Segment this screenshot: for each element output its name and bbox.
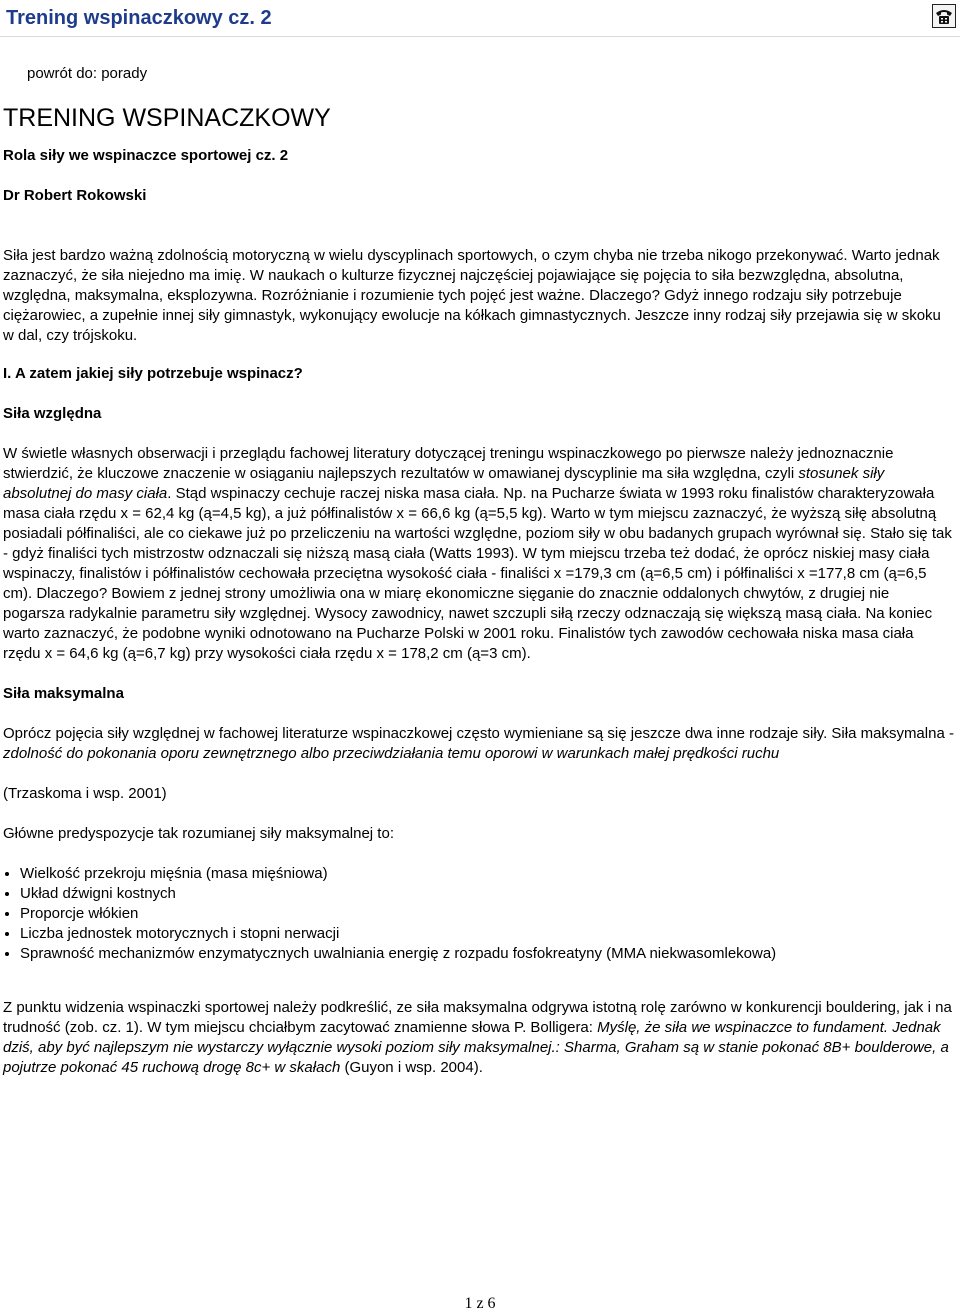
title-bar [0,0,960,37]
page-number: 1 z 6 [464,1295,496,1312]
back-link-line [27,64,955,84]
relative-text-italic: stosunek siły absolutnej do masy ciała [3,465,885,502]
list-intro: Główne predyspozycje tak rozumianej siły maksymalnej to: [3,825,394,842]
section-heading-relative: Siła względna [3,405,102,422]
max-text-italic: zdolność do pokonania oporu zewnętrznego albo przeciwdziałania temu oporowi w warunkach małej prędkości ruchu [3,745,780,762]
article-heading: TRENING WSPINACZKOWY [3,104,331,132]
window-title: Trening wspinaczkowy cz. 2 [6,7,272,29]
citation: (Trzaskoma i wsp. 2001) [3,785,167,802]
list-item: • Układ dźwigni kostnych [20,884,955,904]
list-item: • Wielkość przekroju mięśnia (masa mięśniowa) [20,864,955,884]
max-text-before: Oprócz pojęcia siły względnej w fachowej literaturze wspinaczkowej często wymieniane są się jeszcze dwa inne rodzaje siły. Siła maksymalna - [3,725,954,742]
section-heading-max: Siła maksymalna [3,685,124,702]
closing-text-after: (Guyon i wsp. 2004). [340,1059,483,1076]
relative-text-after: . Stąd wspinaczy cechuje raczej niska masa ciała. Np. na Pucharze świata w 1993 roku finalistów charakteryzowała masa ciała rzędu x = 62,4 kg (ą=4,5 kg), a już półfinalistów x = 66,6 kg (ą=5,5 kg). Warto w tym miejscu zaznaczyć, że wyższą siłę absolutną posiadali półfinaliści, ale co ciekawe już po przeliczeniu na wartości względne, poziom siły w obu badanych grupach wyrównał się. Stało się tak - gdyż finaliści tych mistrzostw odznaczali się niższą masą ciała (Watts 1993). W tym miejscu trzeba też dodać, że oprócz niskiej masy ciała wspinaczy, finalistów i półfinalistów cechowała przeciętna wysokość ciała - finaliści x =179,3 cm (ą=6,5 cm) i półfinaliści x =177,8 cm (ą=6,5 cm). Dlaczego? Bowiem z jednej strony umożliwia ona w miarę ekonomiczne sięganie do znacznie oddalonych chwytów, z drugiej nie pogarsza radykalnie parametru siły względnej. Wysocy zawodnicy, nawet szczupli siłą rzeczy odznaczają się większą masą ciała. Na koniec warto zaznaczyć, że podobne wyniki odnotowano na Pucharze Polski w 2001 roku. Finalistów tych zawodów cechowała niska masa ciała rzędu x = 64,6 kg (ą=6,7 kg) przy wysokości ciała rzędu x = 178,2 cm (ą=3 cm). [3,485,952,662]
list-item: • Proporcje włókien [20,904,955,924]
list-item: • Liczba jednostek motorycznych i stopni nerwacji [20,924,955,944]
list-item: • Sprawność mechanizmów enzymatycznych uwalniania energię z rozpadu fosfokreatyny (MMA niekwasomlekowa) [20,944,955,964]
back-link[interactable]: powrót do: porady [27,65,148,82]
article-author: Dr Robert Rokowski [3,187,147,204]
relative-text-before: W świetle własnych obserwacji i przeglądu fachowej literatury dotyczącej treningu wspinaczkowego po pierwsze należy jednoznacznie stwierdzić, że kluczowe znaczenie w osiąganiu najlepszych rezultatów w omawianej dyscyplinie ma siła względna, czyli [3,445,894,482]
closing-text-before: Z punktu widzenia wspinaczki sportowej należy podkreślić, ze siła maksymalna odgrywa istotną rolę zarówno w konkurencji bouldering, jak i na trudność (zob. cz. 1). W tym miejscu chciałbym zacytować znamienne słowa P. Bolligera: [3,999,952,1036]
article [3,64,955,1078]
article-subtitle: Rola siły we wspinaczce sportowej cz. 2 [3,147,289,164]
predispositions-list [3,864,955,964]
phone-icon[interactable] [932,4,956,28]
closing-paragraph [3,998,955,1078]
phone-icon-graphic [933,5,955,27]
section-heading-1: I. A zatem jakiej siły potrzebuje wspinacz? [3,365,303,382]
max-strength-paragraph [3,724,955,764]
intro-paragraph: Siła jest bardzo ważną zdolnością motoryczną w wielu dyscyplinach sportowych, o czym chyba nie trzeba nikogo przekonywać. Warto jednak zaznaczyć, że siła niejedno ma imię. W naukach o kulturze fizycznej najczęściej pojawiające się pojęcia to siła bezwzględna, absolutna, względna, maksymalna, eksplozywna. Rozróżnianie i rozumienie tych pojęć jest ważne. Dlaczego? Gdyż innego rodzaju siły potrzebuje ciężarowiec, a zupełnie innej siły gimnastyk, wykonujący ewolucje na kółkach gimnastycznych. Jeszcze inny rodzaj siły przejawia się w skoku w dal, czy trójskoku. [3,247,941,344]
closing-text-italic: Myślę, że siła we wspinaczce to fundament. Jednak dziś, aby być najlepszym nie wystarczy wyłącznie wysoki poziom siły maksymalnej.: Sharma, Graham są w stanie pokonać 8B+ boulderowe, a pojutrze pokonać 45 ruchową drogę 8c+ w skałach [3,1019,949,1076]
relative-strength-paragraph [3,444,955,664]
